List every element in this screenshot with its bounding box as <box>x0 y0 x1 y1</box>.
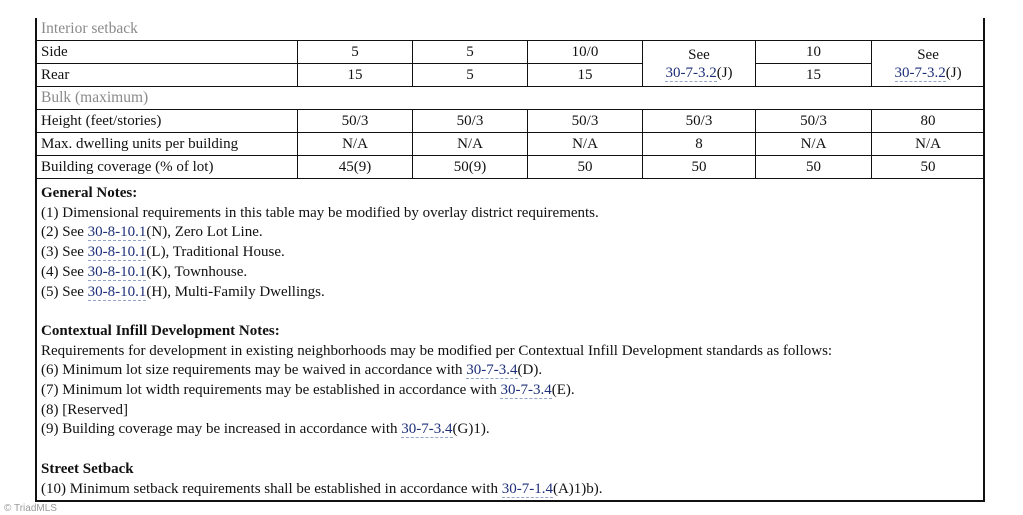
table-cell: 10/0 <box>528 41 643 64</box>
note-text: (4) See <box>41 263 88 280</box>
table-row-rear <box>37 64 985 87</box>
section-header-bulk <box>37 87 985 110</box>
table-cell: 8 <box>643 133 756 156</box>
ref-link[interactable]: 30-7-3.4 <box>401 421 453 438</box>
general-notes-heading: General Notes: <box>41 185 138 201</box>
table-cell: N/A <box>528 133 643 156</box>
note-9 <box>41 420 976 440</box>
ref-link[interactable]: 30-8-10.1 <box>87 283 147 300</box>
row-label: Rear <box>37 64 298 87</box>
dimensional-table <box>36 18 985 179</box>
ref-link[interactable]: 30-8-10.1 <box>87 224 147 241</box>
note-text: (L), Traditional House. <box>146 244 285 261</box>
note-6 <box>41 361 976 381</box>
table-cell: 5 <box>413 64 528 87</box>
note-2 <box>41 223 976 243</box>
table-cell: 50 <box>643 156 756 179</box>
see-reference-cell <box>643 41 756 87</box>
see-label: See <box>917 46 939 63</box>
table-cell: 5 <box>298 41 413 64</box>
table-cell: 80 <box>872 110 985 133</box>
note-text: (K), Townhouse. <box>146 263 248 280</box>
table-cell: 50/3 <box>643 110 756 133</box>
note-text: (E). <box>551 382 575 399</box>
note-3 <box>41 243 976 263</box>
table-cell: 50/3 <box>756 110 872 133</box>
section-title: Bulk (maximum) <box>37 87 985 110</box>
note-text: (6) Minimum lot size requirements may be waived in accordance with <box>41 362 467 379</box>
note-text: (9) Building coverage may be increased in accordance with <box>41 421 402 438</box>
table-cell: 50 <box>528 156 643 179</box>
note-text: (3) See <box>41 244 88 261</box>
contextual-intro: Requirements for development in existing neighborhoods may be modified per Contextual Infill Development standards as follows: <box>41 342 833 359</box>
watermark: © TriadMLS <box>4 503 57 514</box>
table-cell: 50/3 <box>298 110 413 133</box>
note-1: (1) Dimensional requirements in this table may be modified by overlay district requirements. <box>41 204 599 221</box>
ref-link[interactable]: 30-8-10.1 <box>87 244 147 261</box>
ref-suffix: (J) <box>716 64 733 81</box>
row-label: Side <box>37 41 298 64</box>
table-cell: 15 <box>298 64 413 87</box>
note-4 <box>41 263 976 283</box>
note-text: (D). <box>517 362 543 379</box>
table-cell: 15 <box>756 64 872 87</box>
table-cell: 5 <box>413 41 528 64</box>
note-text: (G)1). <box>452 421 490 438</box>
notes-section <box>41 184 976 499</box>
note-8: (8) [Reserved] <box>41 401 129 418</box>
table-row-side <box>37 41 985 64</box>
ref-link[interactable]: 30-7-3.4 <box>500 382 552 399</box>
section-header-interior-setback <box>37 18 985 41</box>
table-cell: 50 <box>756 156 872 179</box>
table-cell: 50/3 <box>528 110 643 133</box>
see-reference-cell <box>872 41 985 87</box>
note-text: (N), Zero Lot Line. <box>146 224 263 241</box>
table-row-building-coverage <box>37 156 985 179</box>
row-label: Height (feet/stories) <box>37 110 298 133</box>
table-cell: 45(9) <box>298 156 413 179</box>
note-text: (5) See <box>41 283 88 300</box>
table-cell: 50/3 <box>413 110 528 133</box>
ref-suffix: (J) <box>945 64 962 81</box>
note-10 <box>41 480 976 500</box>
table-row-max-dwelling-units <box>37 133 985 156</box>
note-7 <box>41 381 976 401</box>
table-cell: 10 <box>756 41 872 64</box>
table-cell: 50 <box>872 156 985 179</box>
note-text: (10) Minimum setback requirements shall be established in accordance with <box>41 480 502 497</box>
note-5 <box>41 283 976 303</box>
row-label: Max. dwelling units per building <box>37 133 298 156</box>
table-cell: N/A <box>872 133 985 156</box>
table-row-height <box>37 110 985 133</box>
ref-link[interactable]: 30-7-3.4 <box>466 362 518 379</box>
ref-link[interactable]: 30-7-3.2 <box>665 64 717 81</box>
street-setback-heading: Street Setback <box>41 460 134 477</box>
row-label: Building coverage (% of lot) <box>37 156 298 179</box>
ref-link[interactable]: 30-7-3.2 <box>894 64 946 81</box>
note-text: (7) Minimum lot width requirements may be established in accordance with <box>41 382 501 399</box>
contextual-notes-heading: Contextual Infill Development Notes: <box>41 322 280 339</box>
note-text: (H), Multi-Family Dwellings. <box>146 283 325 300</box>
spacer <box>41 440 976 460</box>
table-cell: N/A <box>413 133 528 156</box>
table-cell: 50(9) <box>413 156 528 179</box>
note-text: (A)1)b). <box>552 480 603 497</box>
see-label: See <box>688 46 710 63</box>
table-cell: N/A <box>756 133 872 156</box>
ref-link[interactable]: 30-8-10.1 <box>87 263 147 280</box>
note-text: (2) See <box>41 224 88 241</box>
table-cell: N/A <box>298 133 413 156</box>
section-title: Interior setback <box>37 18 985 41</box>
ref-link[interactable]: 30-7-1.4 <box>501 480 553 497</box>
spacer <box>41 302 976 322</box>
table-cell: 15 <box>528 64 643 87</box>
